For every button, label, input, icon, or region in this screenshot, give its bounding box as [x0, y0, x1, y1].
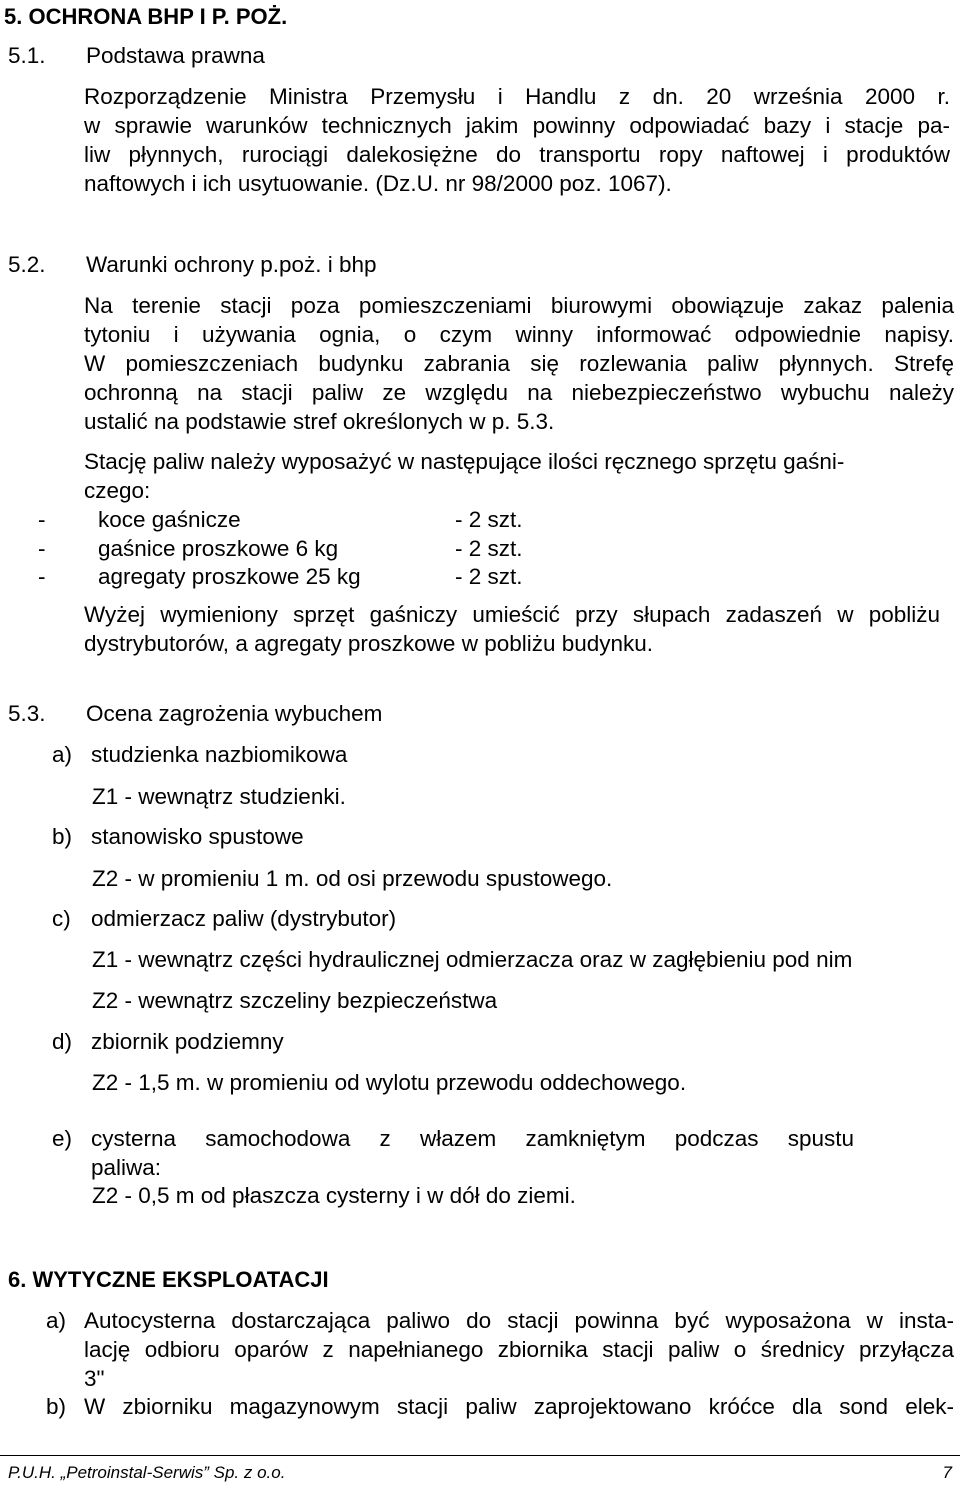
item-letter: b)	[46, 1394, 67, 1419]
paragraph-line: Rozporządzenie Ministra Przemysłu i Handlu z dn. 20 września 2000 r.	[84, 84, 950, 109]
equipment-name: koce gaśnicze	[98, 507, 241, 532]
paragraph-line: dystrybutorów, a agregaty proszkowe w pobliżu budynku.	[84, 631, 654, 656]
zone-description: Z2 - wewnątrz szczeliny bezpieczeństwa	[92, 988, 498, 1013]
paragraph-line: 3"	[84, 1366, 105, 1391]
paragraph-line: W pomieszczeniach budynku zabrania się rozlewania paliw płynnych. Strefę	[84, 351, 954, 376]
list-dash: -	[38, 536, 46, 561]
equipment-placement-paragraph	[84, 604, 940, 662]
paragraph-line: W zbiorniku magazynowym stacji paliw zaprojektowano króćce dla sond elek-	[84, 1394, 954, 1419]
section-5-3-number: 5.3.	[8, 701, 46, 726]
fire-safety-paragraph	[84, 295, 954, 440]
entry-title-line: cysterna samochodowa z włazem zamkniętym podczas spustu	[91, 1126, 854, 1151]
entry-title: studzienka nazbiomikowa	[91, 742, 348, 767]
entry-title: stanowisko spustowe	[91, 824, 304, 849]
entry-letter: c)	[52, 906, 71, 931]
equipment-intro-line-2: czego:	[84, 478, 151, 503]
paragraph-line: Autocysterna dostarczająca paliwo do stacji powinna być wyposażona w insta-	[84, 1308, 954, 1333]
section-5-1-number: 5.1.	[8, 43, 46, 68]
section-5-2-number: 5.2.	[8, 252, 46, 277]
paragraph-line: tytoniu i używania ognia, o czym winny informować odpowiednie napisy.	[84, 322, 954, 347]
item-letter: a)	[46, 1308, 67, 1333]
entry-title-line: paliwa:	[91, 1155, 162, 1180]
paragraph-line: liw płynnych, rurociągi dalekosiężne do transportu ropy naftowej i produktów	[84, 142, 950, 167]
paragraph-line: lację odbioru oparów z napełnianego zbiornika stacji paliw o średnicy przyłącza	[84, 1337, 954, 1362]
zone-description: Z1 - wewnątrz studzienki.	[92, 784, 346, 809]
paragraph-line: Na terenie stacji poza pomieszczeniami biurowymi obowiązuje zakaz palenia	[84, 293, 954, 318]
section-5-2-title: Warunki ochrony p.poż. i bhp	[86, 252, 377, 277]
paragraph-line: ochronną na stacji paliw ze względu na niebezpieczeństwo wybuchu należy	[84, 380, 954, 405]
paragraph-line: w sprawie warunków technicznych jakim powinny odpowiadać bazy i stacje pa-	[84, 113, 950, 138]
paragraph-line: Wyżej wymieniony sprzęt gaśniczy umieścić przy słupach zadaszeń w pobliżu	[84, 602, 940, 627]
equipment-quantity: - 2 szt.	[455, 536, 523, 561]
entry-letter: d)	[52, 1029, 73, 1054]
paragraph-line: ustalić na podstawie stref określonych w p. 5.3.	[84, 409, 555, 434]
entry-letter: a)	[52, 742, 73, 767]
entry-title: odmierzacz paliw (dystrybutor)	[91, 906, 397, 931]
footer-rule	[0, 1455, 960, 1456]
entry-letter: e)	[52, 1126, 73, 1151]
section-5-3-title: Ocena zagrożenia wybuchem	[86, 701, 383, 726]
list-dash: -	[38, 564, 46, 589]
entry-letter: b)	[52, 824, 73, 849]
page-number: 7	[942, 1463, 952, 1482]
equipment-intro-line-1: Stację paliw należy wyposażyć w następujące ilości ręcznego sprzętu gaśni-	[84, 449, 845, 474]
equipment-name: agregaty proszkowe 25 kg	[98, 564, 361, 589]
equipment-quantity: - 2 szt.	[455, 507, 523, 532]
footer-company: P.U.H. „Petroinstal-Serwis” Sp. z o.o.	[8, 1463, 286, 1482]
entry-title	[91, 1128, 854, 1186]
zone-description: Z2 - 1,5 m. w promieniu od wylotu przewodu oddechowego.	[92, 1070, 687, 1095]
entry-title: zbiornik podziemny	[91, 1029, 284, 1054]
zone-description: Z2 - 0,5 m od płaszcza cysterny i w dół do ziemi.	[92, 1183, 576, 1208]
equipment-name: gaśnice proszkowe 6 kg	[98, 536, 339, 561]
section-5-heading: 5. OCHRONA BHP I P. POŻ.	[4, 4, 288, 29]
section-5-1-title: Podstawa prawna	[86, 43, 265, 68]
list-dash: -	[38, 507, 46, 532]
operation-item-a	[84, 1310, 954, 1397]
legal-basis-paragraph	[84, 86, 950, 202]
section-6-heading: 6. WYTYCZNE EKSPLOATACJI	[8, 1267, 329, 1292]
paragraph-line: naftowych i ich usytuowanie. (Dz.U. nr 98/2000 poz. 1067).	[84, 171, 672, 196]
zone-description: Z2 - w promieniu 1 m. od osi przewodu spustowego.	[92, 866, 613, 891]
equipment-quantity: - 2 szt.	[455, 564, 523, 589]
zone-description: Z1 - wewnątrz części hydraulicznej odmierzacza oraz w zagłębieniu pod nim	[92, 947, 853, 972]
operation-item-b	[84, 1396, 954, 1425]
